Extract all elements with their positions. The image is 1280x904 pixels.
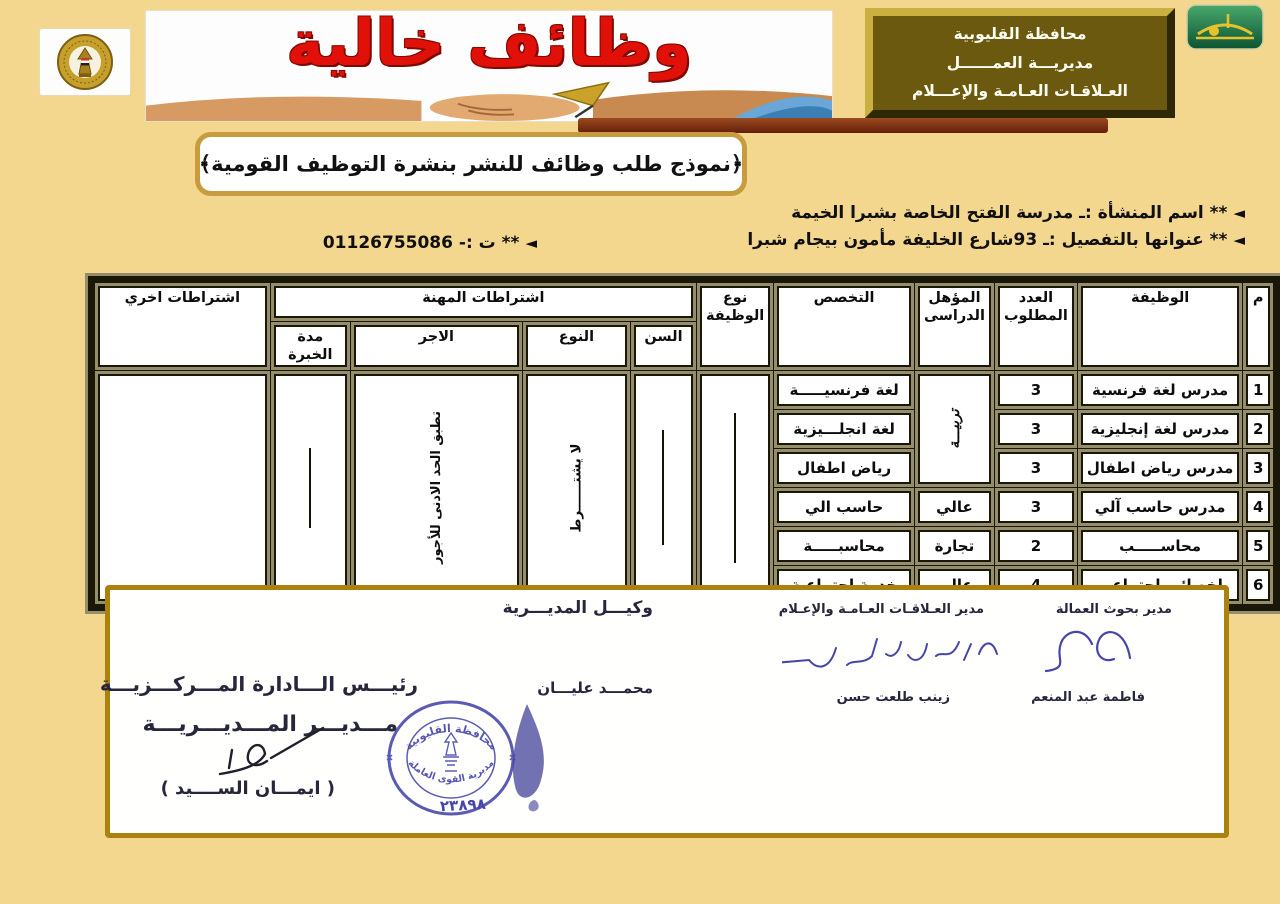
- header-other-conditions: اشتراطات اخري: [98, 286, 267, 367]
- header-count: العدد المطلوب: [998, 286, 1074, 367]
- other-conditions-merged-cell: [98, 374, 267, 601]
- job-title-cell: مدرس رياض اطفال: [1081, 452, 1240, 484]
- arrow-bullet-icon: ◄: [1233, 204, 1245, 222]
- establishment-address-text: ** عنوانها بالتفصيل :ـ 93شارع الخليفة مأمون بيجام شبرا: [747, 230, 1228, 250]
- header-gender: النوع: [526, 325, 627, 367]
- phone-text: ** ت :- 01126755086: [322, 233, 520, 253]
- qualification-cell: عالي: [918, 491, 991, 523]
- labor-research-director-name: فاطمة عبد المنعم: [1031, 690, 1145, 705]
- qualification-merged-cell: [918, 374, 991, 484]
- header-job: الوظيفة: [1081, 286, 1240, 367]
- banner-title: وظائف خالية: [286, 10, 692, 81]
- row-num: 1: [1246, 374, 1270, 406]
- central-admin-head-title: رئيـــس الـــادارة المـــركـــزيـــة: [99, 672, 418, 696]
- signature-iman: [205, 722, 340, 784]
- row-num: 4: [1246, 491, 1270, 523]
- row-num: 5: [1246, 530, 1270, 562]
- directorate-line: مديريـــة العمــــــل: [946, 53, 1094, 72]
- ink-blot: [505, 702, 553, 814]
- header-job-type: نوع الوظيفة: [700, 286, 770, 367]
- wage-vertical-text: تطبق الحد الادنى للأجور: [428, 411, 444, 565]
- pr-media-director-title: مدير العـلاقـات العـامـة والإعـلام: [778, 602, 984, 617]
- count-cell: 3: [998, 374, 1074, 406]
- header-qualification: المؤهل الدراسى: [918, 286, 991, 367]
- dash-mark: [734, 413, 736, 563]
- row-num: 2: [1246, 413, 1270, 445]
- gender-merged-cell: [526, 374, 627, 601]
- count-cell: 2: [998, 530, 1074, 562]
- header-specialty: التخصص: [777, 286, 911, 367]
- wage-merged-cell: [354, 374, 519, 601]
- establishment-address-line: [747, 230, 1245, 250]
- establishment-name-line: [791, 203, 1245, 223]
- form-title-box: [195, 132, 747, 196]
- header-age: السن: [634, 325, 693, 367]
- header-experience: مدة الخبرة: [274, 325, 347, 367]
- arrow-bullet-icon: ◄: [525, 234, 537, 252]
- signature-fatma: [1030, 618, 1145, 676]
- handshake-icon: [146, 75, 832, 121]
- count-cell: 3: [998, 452, 1074, 484]
- specialty-cell: محاسبـــــة: [777, 530, 911, 562]
- row-num: 6: [1246, 569, 1270, 601]
- header-conditions: اشتراطات المهنة: [274, 286, 693, 318]
- job-title-cell: مدرس لغة إنجليزية: [1081, 413, 1240, 445]
- jobs-table: [88, 276, 1280, 611]
- ministry-of-manpower-eagle-icon: [41, 30, 129, 94]
- specialty-cell: رياض اطفال: [777, 452, 911, 484]
- form-title-text: ﴿نموذج طلب وظائف للنشر بنشرة التوظيف القومية﴾: [198, 152, 744, 176]
- establishment-name-text: ** اسم المنشأة :ـ مدرسة الفتح الخاصة بشبرا الخيمة: [791, 203, 1228, 223]
- vacancies-banner: [145, 10, 833, 122]
- governorate-line: محافظة القليوبية: [953, 24, 1087, 43]
- dash-mark: [662, 430, 664, 545]
- specialty-cell: لغة فرنسيـــــة: [777, 374, 911, 406]
- row-num: 3: [1246, 452, 1270, 484]
- labor-research-director-title: مدير بحوث العمالة: [1055, 602, 1172, 617]
- signature-zeinab: [782, 632, 1007, 674]
- specialty-cell: لغة انجلـــيزية: [777, 413, 911, 445]
- phone-line: [323, 233, 537, 253]
- governorate-office-box: [865, 8, 1175, 118]
- stamp-bottom-text: مديرية القوى العاملة: [405, 757, 497, 786]
- job-type-merged-cell: [700, 374, 770, 601]
- stamp-top-text: محافظة القليوبية: [401, 722, 501, 753]
- job-title-cell: مدرس لغة فرنسية: [1081, 374, 1240, 406]
- experience-merged-cell: [274, 374, 347, 601]
- age-merged-cell: [634, 374, 693, 601]
- qualification-cell: تجارة: [918, 530, 991, 562]
- job-title-cell: محاســـــب: [1081, 530, 1240, 562]
- green-ministry-logo-icon: [1186, 4, 1264, 50]
- arrow-bullet-icon: ◄: [1233, 231, 1245, 249]
- dash-mark: [309, 448, 311, 528]
- specialty-cell: حاسب الي: [777, 491, 911, 523]
- directorate-director-name: ( ايمـــان الســــيد ): [160, 778, 335, 799]
- stamp-number: ٢٣٨٩٨: [439, 794, 487, 816]
- header-num: م: [1246, 286, 1270, 367]
- count-cell: 3: [998, 491, 1074, 523]
- directorate-director-title: مـــديـــر المـــديـــريـــة: [142, 712, 398, 737]
- qualification-vertical-text: تربيـــة: [946, 409, 963, 450]
- header-wage: الاجر: [354, 325, 519, 367]
- svg-text:محافظة القليوبية: [402, 722, 500, 753]
- table-row: [98, 374, 1270, 406]
- directorate-deputy-name: محمـــد عليـــان: [537, 679, 653, 697]
- ministry-emblem: [39, 28, 131, 96]
- jobs-table-container: [88, 276, 1280, 611]
- job-title-cell: مدرس حاسب آلي: [1081, 491, 1240, 523]
- gender-vertical-text: لا يشتــــــرط: [568, 443, 585, 533]
- count-cell: 3: [998, 413, 1074, 445]
- directorate-deputy-title: وكيـــل المديـــرية: [502, 598, 653, 618]
- public-relations-line: العـلاقـات العـامـة والإعـــلام: [912, 82, 1128, 101]
- pr-media-director-name: زينب طلعت حسن: [836, 690, 950, 705]
- decorative-maroon-bar: [578, 118, 1108, 133]
